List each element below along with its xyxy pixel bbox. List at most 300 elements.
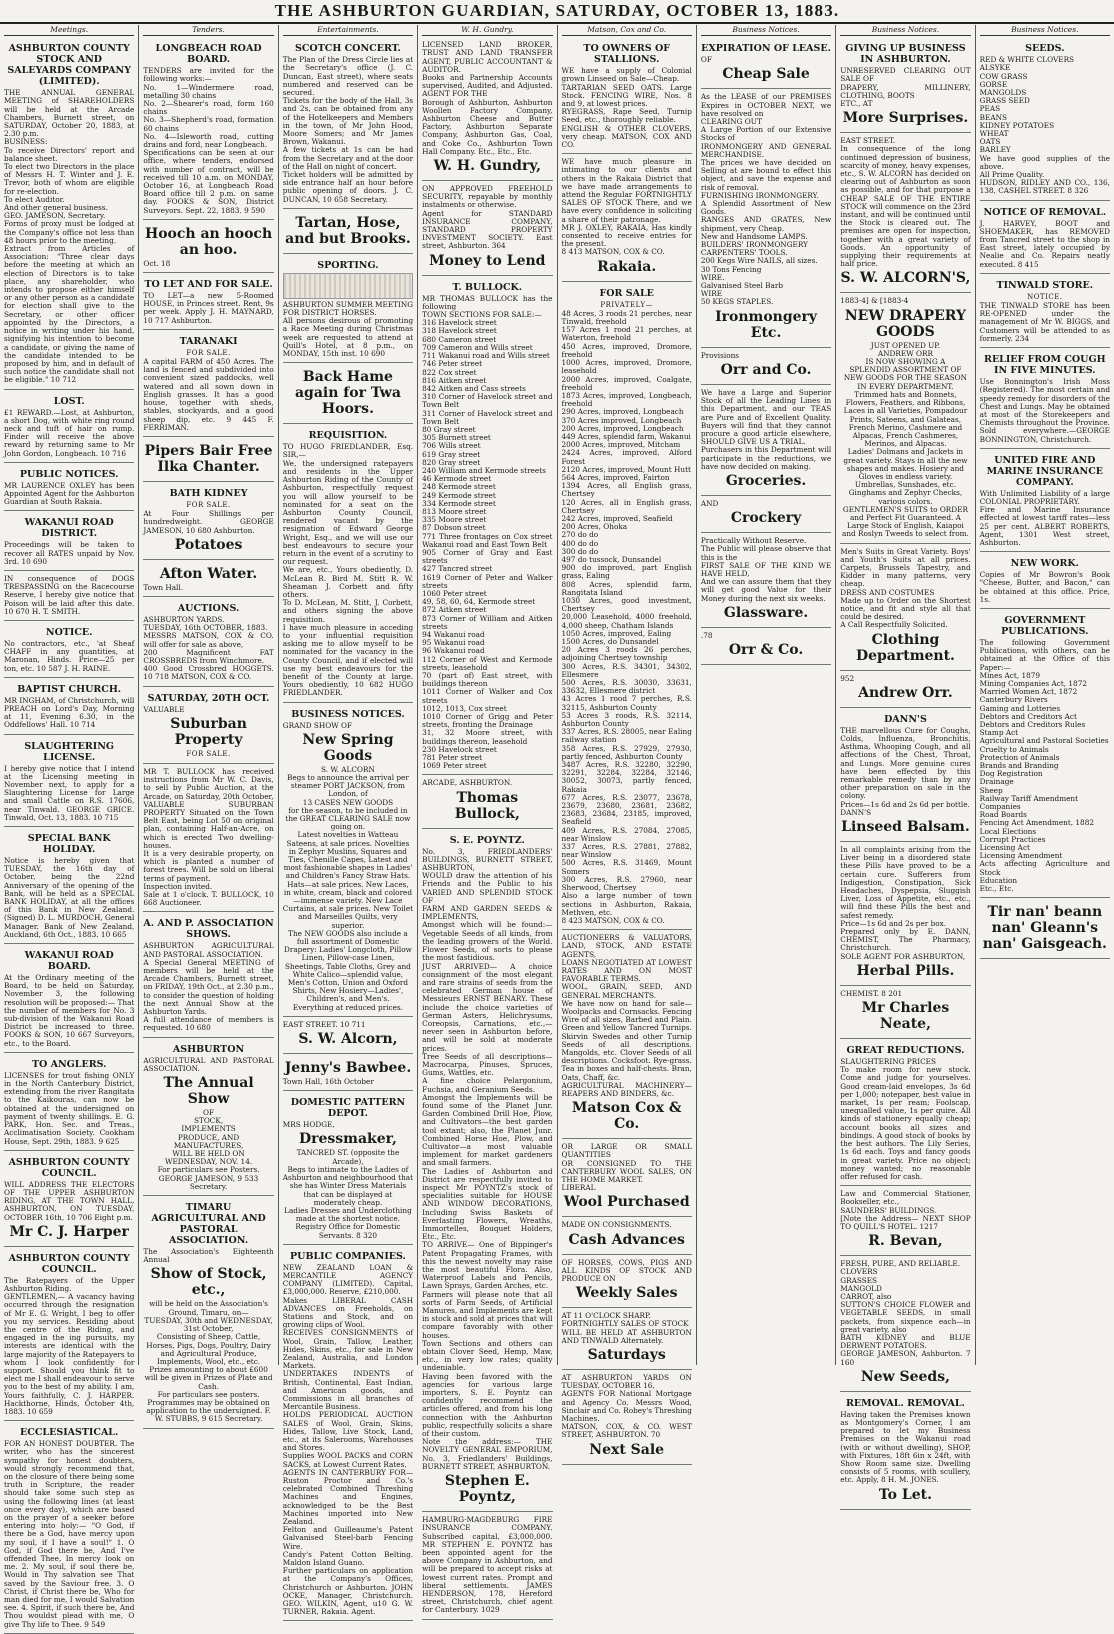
- ad-headline: New Seeds,: [860, 1368, 950, 1385]
- ad-text: MR THOMAS BULLOCK has the following: [422, 293, 553, 311]
- ad-text: 400 do do: [561, 538, 599, 548]
- ad-title: TO LET AND FOR SALE.: [144, 279, 273, 291]
- ad-text: TUESDAY, 16th OCTOBER, 1883.: [143, 623, 268, 633]
- ad-headline: Potatoes: [174, 536, 243, 553]
- ad-text: I have much pleasure in acceding to your influential requisition asking me to allow myself to be nominated for the vacancy in the County Council, and if elected will use my best endeavours for the benefit of the County at large. Yours obediently, 10 682 HUGO FRIEDLANDER.: [282, 622, 414, 698]
- ad-text: FRESH, PURE, AND RELIABLE.: [840, 1259, 961, 1269]
- ad-text: I hereby give notice that I intend at the Licensing meeting in November next, to apply for a Slaughtering License for Large and small Cattle on R.S. 17606, near Tinwald. GEORGE GRICE. Tinwald, Oct. 13, 1883. 10 715: [4, 763, 135, 822]
- ad-text: No. 3—Shepherd's road, formation 60 chains: [143, 115, 274, 133]
- ad-text: CHEMIST. 8 201: [840, 988, 903, 998]
- ad-text: Mines Act, 1879: [979, 670, 1041, 680]
- ad-text: OF: [700, 55, 712, 65]
- ad-headline: Dressmaker,: [298, 1131, 397, 1148]
- ad-text: For particulars see posters.: [157, 1389, 260, 1399]
- ad-title: GOVERNMENT PUBLICATIONS.: [1001, 614, 1089, 637]
- ad-title: PUBLIC COMPANIES.: [290, 1250, 406, 1262]
- advertisement: [701, 387, 831, 496]
- ad-text: Extract from Articles of Association: "Three clear days before the meeting at which an election of Directors is to take place, any shareholder, who intends to propose either himself or any other person as a candidate for election shall give to the Secretary, or other officer appointed by the Directors, a notice in writing under his hand, signifying his intention to become a candidate, or giving the name of the candidate intended to be proposed by him, and in default of such notice the candidate shall not be eligible." 10 712: [4, 244, 135, 385]
- ad-text: SUTTON'S CHOICE FLOWER and VEGETABLE SEEDS, in small packets, from sixpence each—in great variety, also: [840, 1300, 971, 1334]
- ad-text: BATH KIDNEY and BLUE DERWENT POTATOES.: [840, 1332, 971, 1351]
- ad-text: BUSINESS:: [4, 137, 48, 147]
- ad-text: THE TINWALD STORE has been RE-OPENED under the management of Mr W. BIGGS, and Customers will be attended to as formerly. 234: [979, 301, 1110, 343]
- ad-text: 746 Peter street: [422, 359, 483, 369]
- ad-text: A Special General MEETING of members will be held at the Arcade Chambers, Burnett street, on FRIDAY, 19th Oct., at 2.30 p.m., to consider the question of holding the next Annual Show at the Ashburton Yards.: [143, 957, 274, 1017]
- ad-title: Tir nan' beann nan' Gleann's nan' Gaisgeach.: [982, 904, 1107, 953]
- ad-text: 240 William and Kermode streets: [422, 465, 546, 475]
- ad-text: Also a large number of town sections in Ashburton, Rakaia, Methven, etc.: [561, 891, 692, 917]
- ad-title: Tartan, Hose, and but Brooks.: [285, 214, 411, 247]
- ad-text: WE have a supply of Colonial grown Linseed on Sale—Cheap.: [561, 66, 692, 84]
- ad-text: We, the undersigned ratepayers and residents in the Upper Ashburton Riding of the County of Ashburton, respectfully request you will allow yourself to be nominated for a seat on the Ashburton County Council, rendered vacant by the resignation of Edward George Wright, Esq., and we will use our best endeavours to secure your return in the event of a scrutiny to our request.: [282, 458, 414, 567]
- ad-text: We are, etc., Yours obediently, D. McLean R. Bird M. Stitt R. W. Sheaman J. Corbett and fifty others.: [282, 565, 414, 599]
- ad-title: ASHBURTON COUNTY STOCK AND SALEYARDS COMPANY (LIMITED).: [7, 43, 131, 88]
- ad-headline: Mr Charles Neate,: [861, 1000, 950, 1033]
- ad-text: 230 Havelock street: [422, 744, 497, 754]
- advertisement: [562, 1257, 692, 1309]
- ad-text: It is a very desirable property, on which is planted a number of forest trees. Will be sold on liberal terms of payment.: [143, 848, 274, 883]
- ad-text: 20 Acres 3 roods 26 perches, adjoining Chertsey township: [561, 645, 692, 663]
- ad-text: MR LAURENCE OXLEY has been Appointed Agent for the Ashburton Guardian at South Rakaia.: [4, 480, 135, 507]
- ad-text: 1060 Peter street: [422, 588, 487, 598]
- ad-text: Proceedings will be taken to recover all RATES unpaid by Nov. 3rd. 10 690: [4, 540, 135, 566]
- ad-headline: Next Sale: [589, 1441, 665, 1458]
- ad-title: T. BULLOCK.: [452, 281, 523, 293]
- ad-title: GIVING UP BUSINESS IN ASHBURTON.: [845, 43, 966, 66]
- ad-title: Jenny's Bawbee.: [284, 1060, 412, 1077]
- ad-text: SAUNDERS' BUILDINGS.: [840, 1205, 937, 1215]
- ad-text: 2000 Acres, improved, Mitcham: [561, 440, 681, 450]
- ad-text: Fire and Marine Insurance effected at lowest tariff rates—less 25 per cent. ALBERT ROBERTS, Agent, 1301 West street, Ashburton.: [979, 505, 1110, 547]
- ad-text: TO ARRIVE— One of Bippinger's Patent Propagating Frames, with this the newest novelty may raise the most beautiful Flora. Also, Waterproof Labels and Pencils, Lawn Sprays, Garden Arches, etc.: [422, 1240, 553, 1291]
- advertisement: [4, 513, 134, 571]
- ad-text: Forms of proxy must be lodged at the Company's office not less than 48 hours prior to the meeting.: [4, 219, 135, 245]
- ad-text: AUCTIONEERS & VALUATORS, LAND, STOCK, AND ESTATE AGENTS,: [561, 933, 692, 959]
- ad-text: MRS HODGE,: [282, 1120, 335, 1130]
- ad-text: AND: [700, 498, 719, 508]
- ad-text: 709 Cameron and Wills street: [422, 342, 533, 352]
- ad-text: WOULD draw the attention of his Friends and the Public to his VARIED AND SPLENDID STOCK OF: [422, 871, 553, 905]
- ad-text: Begs to announce the arrival per steamer PORT JACKSON, from London, of: [287, 772, 409, 799]
- advertisement: [143, 275, 273, 330]
- ad-text: PEAS: [979, 104, 1001, 114]
- ad-text: Programmes may be obtained on application to the undersigned. F. W. STUBBS, 9 615 Secretary.: [146, 1397, 271, 1424]
- ad-text: Companies: [979, 802, 1021, 812]
- ad-text: 358 Acres, R.S. 27929, 27930, partly fenced, Ashburton County: [561, 743, 692, 761]
- ad-text: 449 Acres, splendid farm, Wakanui: [561, 431, 691, 441]
- ad-text: TOWN SECTIONS FOR SALE:—: [422, 310, 542, 320]
- ad-title: GREAT REDUCTIONS.: [846, 1045, 965, 1057]
- advertisement: [701, 91, 831, 347]
- ad-text: 334 Kermode street: [422, 498, 496, 508]
- ad-text: 318 Havelock street: [422, 326, 497, 336]
- ad-text: RYEGRASS, Rape Seed, Turnip Seed, etc., thoroughly reliable.: [561, 107, 692, 125]
- advertisement: [283, 705, 413, 1017]
- ad-text: ANDREW ORR: [877, 348, 933, 358]
- advertisement: [422, 1514, 552, 1619]
- ad-text: 808 Acres, splendid farm, Rangitata Island: [561, 579, 692, 597]
- advertisement: [980, 350, 1110, 449]
- ad-text: 1883-4] & [1883-4: [840, 296, 909, 306]
- ad-text: Agent for STANDARD INSURANCE COMPANY, STANDARD PROPERTY INVESTMENT SOCIETY. East street, Ashburton. 364: [422, 208, 553, 251]
- advertisement: [840, 39, 970, 133]
- ad-text: Licensing Amendment: [979, 851, 1063, 861]
- column-7: [836, 25, 975, 1503]
- ad-text: Note the address:— THE NOVELTY GENERAL EMPORIUM, No. 3, Friedlanders' Buildings, BURNETT STREET, ASHBURTON.: [422, 1437, 553, 1471]
- ad-text: Books and Partnership Accounts supervised, Audited, and Adjusted. AGENT FOR THE: [422, 73, 553, 99]
- ad-title: SCOTCH CONCERT.: [295, 43, 401, 55]
- ad-headline: Matson Cox & Co.: [571, 1100, 682, 1133]
- ad-text: LOANS NEGOTIATED AT LOWEST RATES AND ON MOST FAVORABLE TERMS.: [561, 957, 692, 984]
- ad-title: ASHBURTON COUNTY COUNCIL.: [8, 1252, 130, 1275]
- ad-text: LICENSES for trout fishing ONLY in the North Canterbury District, extending from the river Rangitata to the Kaikouras, can now be obtained at the undersigned on payment of twenty shillings. E. G. PARK, Hon. Sec. and Treas., Acclimatisation Society. Cookham House, Sept. 29th, 1883. 9 625: [4, 1070, 135, 1146]
- advertisement: [283, 1019, 413, 1054]
- ad-text: All Prime Quality.: [979, 170, 1045, 180]
- ad-subtitle: NOTICE.: [1027, 292, 1063, 301]
- ad-text: 120 Acres, all in English grass, Chertsey: [561, 497, 692, 515]
- ad-text: 87 Dobson street: [422, 523, 486, 533]
- ad-text: Acts affecting Agriculture and Stock: [979, 859, 1110, 877]
- horse-race-illustration: [283, 273, 413, 299]
- ad-text: Tickets for the body of the Hall, 3s and 2s, can be obtained from any of the Hotelkeepers and Members in the town, of Mr John Hood, Moore Somers; and Mr James Brown, Wakanui.: [282, 96, 414, 147]
- ad-text: IN EVERY DEPARTMENT.: [857, 381, 954, 391]
- ad-headline: Stephen E. Poyntz,: [444, 1473, 530, 1506]
- ad-title: S. E. POYNTZ.: [449, 834, 525, 846]
- ad-text: Notice is hereby given that TUESDAY, the 16th day of October, being the 22nd Anniversary of the opening of the Bank, will be held as a SPECIAL BANK HOLIDAY, at all the offices of this Bank in New Zealand. (Signed) D. L. MURDOCH, General Manager. Bank of New Zealand, Auckland, 6th Oct., 1883. 10 665: [4, 856, 135, 939]
- ad-text: 900 do improved, part English grass, Ealing: [561, 563, 692, 581]
- column-4: [418, 25, 557, 1615]
- advertisement: [562, 39, 692, 154]
- ad-text: The Ladies of Ashburton and District are respectfully invited to inspect Mr POYNTZ's stock of specialities suitable for HOUSE AND WINDOW DECORATIONS, Including Swiss Baskets of Everlasting Flowers, Wreaths, Immortelles, Bouquet Holders, Etc., Etc.: [422, 1166, 553, 1242]
- ad-text: 1010 Corner of Grigg and Peter streets, fronting the Drainage: [422, 712, 553, 730]
- ad-text: Made up to Order on the Shortest notice, and fit and style all that could be desired.: [840, 595, 971, 622]
- ad-text: DRAPERY, MILLINERY, CLOTHING, BOOTS: [840, 82, 971, 100]
- ad-text: Married Women Act, 1872: [979, 687, 1078, 697]
- advertisement: [980, 276, 1110, 348]
- ad-title: LOST.: [53, 395, 85, 407]
- advertisement: [980, 451, 1110, 552]
- ad-text: Further particulars on application at the Company's Offices, Christchurch or Ashburton. JOHN OCKE, Manager, Christchurch. GEO. WILKIN, Agent, u10 G. W. TURNER, Rakaia. Agent.: [282, 1566, 414, 1617]
- advertisement: [840, 1394, 970, 1510]
- ad-text: Tree Seeds of all descriptions—Macrocarpa, Pinuses, Spruces, Gums, Wattles, etc.: [422, 1051, 553, 1078]
- ad-text: GRAND SHOW OF: [282, 720, 353, 730]
- ad-text: OR CONSIGNED TO THE CANTERBURY WOOL SALES, ON THE HOME MARKET.: [561, 1158, 692, 1184]
- ad-headline: Orr and Co.: [720, 361, 812, 378]
- ad-text: OF: [203, 1108, 215, 1118]
- ad-text: S. W. ALCORN: [321, 764, 375, 774]
- ad-text: OF HORSES, COWS, PIGS AND ALL KINDS OF STOCK AND PRODUCE ON: [561, 1257, 692, 1283]
- advertisement: [143, 439, 273, 482]
- advertisement: [143, 484, 273, 560]
- ad-text: Prepared only by E. DANN, CHEMIST, The Pharmacy, Christchurch.: [840, 927, 971, 953]
- ad-text: EAST STREET. 10 711: [282, 1019, 366, 1029]
- section-heading: Business Notices.: [701, 26, 831, 36]
- ad-text: KIDNEY POTATOES: [979, 120, 1055, 130]
- ad-subtitle: FOR SALE.: [186, 749, 231, 758]
- advertisement: [422, 777, 552, 828]
- ad-text: LICENSED LAND BROKER, TRUST AND LAND TRANSFER AGENT, PUBLIC ACCOUNTANT & AUDITOR.: [422, 40, 553, 74]
- advertisement: [283, 1247, 413, 1622]
- ad-text: will be held on the Association's Ground, Timaru, on—: [149, 1299, 269, 1317]
- ad-text: 242 Acres, improved, Seafield: [561, 513, 673, 523]
- ad-text: 872 Aitken street: [422, 605, 487, 615]
- section-heading: Entertainments.: [283, 26, 413, 36]
- ad-text: GORSE: [979, 79, 1008, 89]
- ad-text: 310 Corner of Havelock street and Town Belt: [422, 392, 553, 410]
- ad-text: 2424 Acres, improved, Alford Forest: [561, 448, 692, 466]
- ad-text: GEORGE JAMESON, Ashburton. 7 160: [840, 1349, 971, 1367]
- ad-title: NEW WORK.: [1010, 558, 1079, 570]
- ad-text: ON APPROVED FREEHOLD SECURITY, repayable by monthly instalments or otherwise.: [422, 184, 553, 210]
- ad-text: 335 Moore street: [422, 515, 487, 525]
- ad-text: AGRICULTURAL MACHINERY— REAPERS AND BINDERS, &c.: [561, 1080, 692, 1098]
- ad-text: Men's Suits in Great Variety. Boys' and Youth's Suits at all prices. Carpets, Brussels Tapestry, and Kidder in many patterns, very cheap.: [840, 546, 971, 589]
- ad-text: 1011 Corner of Walker and Cox streets: [422, 687, 553, 705]
- ad-text: TUESDAY, 30th and WEDNESDAY, 31st October,: [144, 1315, 273, 1334]
- ad-text: MR INGHAM, of Christchurch, will PREACH on Lord's Day, Morning at 11, Evening 6.30, in the Oddfellows' Hall. 10 714: [4, 695, 135, 730]
- ad-text: EAST STREET.: [840, 136, 896, 146]
- ad-text: DANN'S: [840, 807, 872, 817]
- ad-text: We have good supplies of the above.: [979, 153, 1110, 171]
- ad-text: MATSON, COX, & CO. WEST STREET, ASHBURTON. 70: [561, 1422, 692, 1440]
- ad-text: 200 Kegs Wire NAILS, all sizes.: [700, 256, 818, 266]
- ad-text: 816 Aitken street: [422, 375, 487, 385]
- advertisement: [422, 183, 552, 276]
- ad-text: BARLEY: [979, 145, 1011, 155]
- ad-text: 1069 Peter street: [422, 761, 487, 771]
- ad-text: WILL BE HELD ON: [172, 1149, 245, 1159]
- ad-headline: Andrew Orr.: [858, 684, 953, 701]
- ad-text: [Note the Address— NEXT SHOP TO QUILL'S HOTEL. 1217: [840, 1213, 971, 1231]
- ad-headline: Linseed Balsam.: [841, 819, 970, 836]
- ad-text: VALUABLE: [143, 704, 185, 714]
- section-heading: Meetings.: [4, 26, 134, 36]
- ad-text: Provisions: [700, 350, 740, 360]
- ad-text: In consequence of the long continued depression of business, scarcity of money, heavy expenses, etc., S. W. ALCORN has decided on clearing out of Ashburton as soon as possible, and for that purpose a CHEAP SALE OF THE ENTIRE STOCK will commence on the 23rd instant, and will be continued until the Stock is cleared out. The premises are open for inspection, together with a great variety of Goods. An opportunity of supplying their requirements at half price.: [840, 144, 971, 269]
- ad-text: J. HARVEY, BOOT and SHOEMAKER, has REMOVED from Tancred street to the shop in East street, lately occupied by Nealie and Co. Repairs neatly executed. 8 415: [979, 218, 1110, 269]
- ad-title: RELIEF FROM COUGH IN FIVE MINUTES.: [984, 354, 1106, 377]
- ad-text: Price—1s 6d and 2s per box.: [840, 918, 947, 928]
- ad-headline: Saturdays: [587, 1347, 666, 1364]
- ad-text: 677 Acres, R.S. 23077, 23678, 23679, 23680, 23681, 23682, 23683, 23684, 23185, improved, Seafield: [561, 792, 692, 827]
- ad-text: WOOL, GRAIN, SEED, AND GENERAL MERCHANTS.: [561, 982, 692, 1000]
- ad-text: 813 Moore street: [422, 506, 487, 516]
- ad-text: GENTLEMEN,— A vacancy having occurred through the resignation of Mr E. G. Wright, I beg to offer you my services. Residing about the centre of the Riding, and engaged in the ing pursuits, my interests are identical with the large majority of the Ratepayers to whom I look confidently for support. Should you think fit to elect me I shall endeavour to serve you to the best of my ability. I am, Yours faithfully, C. J. HARPER. Hackthorne, Hinds, October 4th, 1883. 10 659: [4, 1292, 135, 1416]
- column-6: [697, 25, 836, 1365]
- ad-text: OATS: [979, 137, 1001, 147]
- ad-text: Ticket holders will be admitted by side entrance half an hour before public opening of doors. J. C. DUNCAN, 10 658 Secretary.: [282, 170, 414, 204]
- ad-text: The prices we have decided on Selling at are bound to effect this object, and save the expense and risk of removal.: [700, 158, 832, 192]
- masthead: THE ASHBURTON GUARDIAN, SATURDAY, OCTOBER 13, 1883.: [0, 0, 1114, 24]
- ad-text: 200 Acres, Ohoka: [561, 522, 628, 532]
- ad-text: 905 Corner of Gray and East streets: [422, 547, 553, 566]
- ad-text: 46 Kermode street: [422, 474, 492, 484]
- ad-text: Agricultural and Pastoral Societies: [979, 736, 1109, 746]
- ad-text: Ladies Dresses and Underclothing made at the shortest notice.: [284, 1205, 412, 1224]
- ad-text: FARM AND GARDEN SEEDS & IMPLEMENTS,: [422, 904, 553, 922]
- ad-text: Makes LIBERAL CASH ADVANCES on Freeholds, on Stations and Stock, and on growing clips of Wool.: [282, 1295, 414, 1330]
- ad-text: MADE ON CONSIGNMENTS.: [561, 1220, 672, 1230]
- ad-text: A fine choice Pelargonium, Fuchsia, and Geranium Seeds.: [422, 1076, 553, 1094]
- ad-text: CLEARING OUT: [700, 117, 762, 127]
- ad-text: 49, 58, 60, 64, Kermode street: [422, 597, 536, 607]
- ad-text: Canterbury Rivers: [979, 695, 1048, 705]
- ad-headline: Rakaia.: [597, 258, 657, 275]
- ad-text: 48 Acres, 3 roods 21 perches, near Tinwald, freehold: [561, 308, 692, 327]
- ad-headline: Weekly Sales: [575, 1285, 678, 1302]
- ad-title: ASHBURTON: [172, 1043, 245, 1055]
- ad-text: AT 11 O'CLOCK SHARP.: [561, 1311, 651, 1321]
- ad-text: RED & WHITE CLOVERS: [979, 55, 1075, 65]
- ad-text: 112 Corner of West and Kermode streets, leasehold: [422, 654, 553, 672]
- ad-text: Railway Tariff Amendment: [979, 793, 1079, 803]
- ad-text: Borough of Ashburton, Ashburton Woollen Factory Company, Ashburton Cheese and Butter Factory, Ashburton Separate Company, Ashburton Gas, Coal, and Coke Co., Ashburton Town Hall Company. Etc., Etc., Etc.: [422, 97, 553, 156]
- ad-text: ASHBURTON SUMMER MEETING FOR DISTRICT HORSES.: [282, 299, 414, 318]
- advertisement: [840, 988, 970, 1039]
- advertisement: [4, 573, 134, 621]
- advertisement: [840, 135, 970, 293]
- ad-text: GEORGE JAMESON, 9 533 Secretary.: [158, 1173, 259, 1191]
- ad-text: With Unlimited Liability of a large COLONIAL PROPRIETARY.: [979, 488, 1110, 506]
- ad-text: MESSRS MATSON, COX & CO. will offer for sale as above,: [143, 631, 274, 649]
- ad-text: TO LET—a new 5-Roomed HOUSE, in Princes street. Rent, 9s per week. Apply J. H. MAYNARD, 10 717 Ashburton.: [143, 291, 274, 325]
- advertisement: [143, 39, 273, 220]
- ad-text: 680 Cameron street: [422, 334, 497, 344]
- ad-text: FIRST SALE OF THE KIND WE HAVE HELD,: [700, 560, 832, 578]
- ad-text: Galvanised Steel Barb: [700, 281, 784, 291]
- ad-text: 43 Acres 1 rood 7 perches, R.S. 32115, Ashburton County: [561, 694, 692, 712]
- advertisement: [4, 946, 134, 1053]
- ad-text: Law and Commercial Stationer, Bookseller, etc.,: [840, 1189, 971, 1207]
- advertisement: [840, 1041, 970, 1186]
- ad-text: No contractors, etc., 'at Sheaf CHAFF in any quantities, at Maronan, Hinds. Price—25 per ton, etc. 10 587 J. H. RAINE.: [4, 638, 135, 673]
- advertisement: [840, 1188, 970, 1256]
- ad-text: RECEIVES CONSIGNMENTS of Wool, Grain, Tallow, Leather, Hides, Skins, etc., for sale in New Zealand, Australia, and London Markets.: [282, 1328, 414, 1371]
- advertisement: [840, 710, 970, 842]
- ad-headline: Clothing Department.: [855, 631, 955, 664]
- ad-text: GENTLEMEN'S SUITS to ORDER and Perfect Fit Guaranteed. A Large Stock of English, Kaiapoi and Roslyn Tweeds to select from.: [841, 504, 969, 539]
- ad-text: 94 Wakanui road: [422, 630, 485, 639]
- ad-title: UNITED FIRE AND MARINE INSURANCE COMPANY.: [986, 454, 1104, 488]
- ad-text: Prices—1s 6d and 2s 6d per bottle.: [840, 799, 970, 809]
- advertisement: [4, 1249, 134, 1421]
- ad-text: BEANS: [979, 112, 1007, 122]
- ad-text: GRASSES: [840, 1275, 878, 1285]
- column-3: [279, 25, 418, 1617]
- ad-text: 822 Cox street: [422, 367, 477, 377]
- column-2: [139, 25, 278, 1424]
- ad-headline: The Annual Show: [163, 1075, 254, 1108]
- ad-title: SPECIAL BANK HOLIDAY.: [27, 833, 111, 856]
- ad-text: We have a Large and Superior Stock of all the Leading Lines in this Department, and our TEAS are Pure and of Excellent Quality. Buyers will find that they cannot procure a good article elsewhere, SHOULD GIVE US A TRIAL.: [700, 387, 832, 447]
- ad-text: 31, 32 Moore street, with buildings thereon, leasehold: [422, 728, 553, 746]
- ad-text: LIBERAL: [561, 1183, 596, 1193]
- ad-text: WILL ADDRESS THE ELECTORS OF THE UPPER ASHBURTON RIDING, AT THE TOWN HALL, ASHBURTON, ON TUESDAY, OCTOBER 16th, 10 706 Eight p.m.: [4, 1179, 135, 1222]
- ad-headline: Glassware.: [723, 604, 809, 621]
- ad-text: 619 Gray street: [422, 449, 481, 459]
- ad-text: No. 3, FRIEDLANDERS' BUILDINGS, BURNETT STREET, ASHBURTON,: [422, 846, 553, 873]
- ad-title: EXPIRATION OF LEASE.: [701, 43, 831, 55]
- ad-title: Hooch an hooch an hoo.: [144, 225, 273, 258]
- ad-text: UNRESERVED CLEARING OUT SALE OF: [840, 66, 971, 84]
- ad-text: FORTNIGHTLY SALES OF STOCK: [561, 1319, 689, 1329]
- ad-text: 711 Wakanui road and Wills street: [422, 351, 550, 361]
- advertisement: [4, 392, 134, 463]
- ad-text: Use Bonnington's Irish Moss (Registered). The most certain and speedy remedy for disorders of the Chest and Lungs. May be obtained at most of the Storekeepers and Chemists throughout the Province. Sold everywhere.—GEORGE BONNINGTON, Christchurch.: [979, 377, 1110, 444]
- ad-text: MANGOLD: [840, 1283, 882, 1293]
- advertisement: [562, 156, 692, 281]
- ad-text: 30 Tons Fencing: [700, 264, 762, 274]
- ad-text: 952: [840, 673, 855, 683]
- ad-text: 1500 Acres, do Dunsandel: [561, 637, 659, 646]
- ad-text: 95 Wakanui road: [422, 638, 485, 648]
- ad-text: Town Hall.: [143, 582, 184, 592]
- ad-text: Town Hall, 16th October: [282, 1077, 374, 1087]
- ad-text: GEO. JAMESON, Secretary.: [4, 211, 106, 221]
- ad-text: 1030 Acres, good investment, Chertsey: [561, 595, 692, 614]
- advertisement: [562, 1219, 692, 1254]
- ad-text: 500 Acres, R.S. 31469, Mount Somers: [561, 858, 692, 876]
- advertisement: [840, 673, 970, 708]
- ad-text: 300 Acres, R.S. 34301, 34302, Ellesmere: [561, 661, 692, 679]
- ad-headline: Cheap Sale: [722, 66, 810, 83]
- ad-text: Registry Office for Domestic Servants. 8 320: [295, 1222, 401, 1240]
- ad-text: RANGES AND GRATES, New shipment, very Cheap.: [700, 215, 832, 233]
- ad-text: ALSYKE: [979, 63, 1011, 73]
- ad-title: TO OWNERS OF STALLIONS.: [583, 43, 670, 66]
- ad-title: Pipers Bair Free Ilka Chanter.: [144, 442, 273, 475]
- ad-text: As the LEASE of our PREMISES Expires in OCTOBER NEXT, we have resolved on: [700, 92, 832, 118]
- advertisement: [4, 680, 134, 735]
- section-heading: Business Notices.: [980, 26, 1110, 36]
- ad-text: 400 Good Crossbred HOGGETS. 10 718 MATSON, COX & CO.: [143, 664, 274, 682]
- ad-text: Ladies' Dolmans and Jackets in great variety. Stays in all the new shapes and makes. Hosiery and Gloves in endless variety. Umbrellas, Sunshades, etc. Ginghams and Zephyr Checks, various colors.: [843, 447, 968, 506]
- advertisement: [143, 222, 273, 273]
- ad-text: Supplies WOOL PACKS and CORN SACKS, at Lowest Current Rates.: [282, 1451, 414, 1469]
- column-8: [976, 25, 1114, 1365]
- ad-text: Felton and Guilleaume's Patent Galvanised Steel-barb Fencing Wire.: [282, 1525, 414, 1551]
- advertisement: [283, 365, 413, 424]
- ad-text: IN consequence of DOGS TRESPASSING on the Racecourse Reserve, I hereby give notice that Poison will be laid after this date. 10 670 H. T. SMITH.: [4, 573, 135, 616]
- ad-title: Afton Water.: [159, 565, 258, 582]
- advertisement: [980, 203, 1110, 274]
- ad-text: Drainage: [979, 777, 1014, 787]
- ad-text: 1873 Acres, improved, Longbeach, freehold: [561, 390, 692, 409]
- advertisement: [4, 39, 134, 389]
- ad-text: Prizes amounting to about £600 will be given in Prizes of Plate and Cash.: [144, 1365, 273, 1391]
- ad-text: JUST OPENED UP.: [870, 340, 941, 350]
- ad-text: Inspection invited.: [143, 881, 213, 891]
- ad-text: WEDNESDAY, NOV. 14.: [164, 1157, 253, 1167]
- ad-text: A Call Respectfully Solicited.: [840, 620, 948, 630]
- ad-text: 8 423 MATSON, COX & CO.: [561, 915, 665, 925]
- ad-text: 337 Acres, R.S. 27881, 27882, near Winslow: [561, 842, 692, 860]
- ad-title: TARANAKI: [179, 335, 238, 347]
- ad-text: No. 2—Shearer's road, form 160 chains: [143, 99, 274, 117]
- advertisement: [143, 689, 273, 764]
- ad-text: 300 Acres, R.S. 27960, near Sherwood, Chertsey: [561, 874, 692, 893]
- ad-headline: To Let.: [878, 1486, 932, 1503]
- advertisement: [4, 829, 134, 944]
- ad-text: FOR AN HONEST DOUBTER. The writer, who has the sincerest sympathy for honest doubters, would strongly recommend that, on the closure of there being some truth in Scripture, the reader should take some such step as using the following lines (at least once every day), which are based on the prayer of a seeker before entering into holy:— "O God, if there be a God, have mercy upon my soul, if I have a soul!" 1. O God, if God there be, And I've offended Thee, In mercy look on me. 2. My soul, if soul there be, Would in Thy salvation see That saved by the Saviour free. 3. O Christ, if Christ there be, Who for man died for me, I would Salvation see. 4. Spirit, if such there be, And Thou wouldst plead with me, O give Thy life to Thee. 9 549: [4, 1439, 135, 1629]
- ad-text: UNDERTAKES INDENTS of British, Continental, East Indian, and American goods, and Commissions in all branches of Mercantile Business.: [282, 1369, 414, 1412]
- ad-text: The following Government Publications, with others, can be obtained at the Office of this Paper:—: [979, 637, 1110, 672]
- ad-text: Sheep: [979, 785, 1003, 795]
- ad-text: 316 Havelock street: [422, 318, 497, 328]
- ad-text: The Ratepayers of the Upper Ashburton Riding.: [4, 1275, 135, 1293]
- ad-title: REQUISITION.: [308, 430, 388, 442]
- ad-text: Dog Registration: [979, 769, 1043, 779]
- ad-text: SPLENDID ASSORTMENT OF NEW GOODS FOR THE SEASON: [843, 365, 968, 383]
